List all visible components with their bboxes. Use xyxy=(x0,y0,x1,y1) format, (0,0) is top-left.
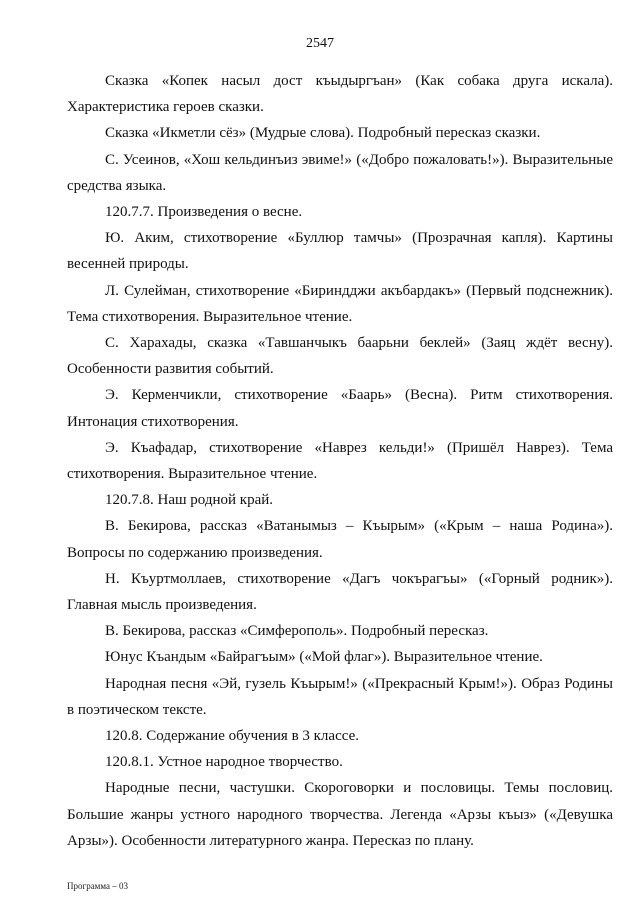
paragraph: Сказка «Копек насыл дост къыдыргъан» (Как собака друга искала). Характеристика героев сказки. xyxy=(67,73,613,116)
page-number: 2547 xyxy=(306,36,334,51)
paragraph: Ю. Аким, стихотворение «Буллюр тамчы» (Прозрачная капля). Картины весенней природы. xyxy=(67,230,613,273)
paragraph: Н. Къуртмоллаев, стихотворение «Дагъ чокърагъы» («Горный родник»). Главная мысль произведения. xyxy=(67,570,613,614)
paragraph: С. Харахады, сказка «Тавшанчыкъ баарьни беклей» (Заяц ждёт весну). Особенности развития событий. xyxy=(67,335,613,378)
section-heading: 120.7.7. Произведения о весне. xyxy=(105,204,303,221)
paragraph: Народная песня «Эй, гузель Къырым!» («Прекрасный Крым!»). Образ Родины в поэтическом тексте. xyxy=(67,675,613,718)
paragraph: Сказка «Икметли сёз» (Мудрые слова). Подробный пересказ сказки. xyxy=(105,125,541,142)
paragraph: Л. Сулейман, стихотворение «Бириндджи акъбардакъ» (Первый подснежник). Тема стихотворения. Выразительное чтение. xyxy=(67,282,613,325)
paragraph: В. Бекирова, рассказ «Ватанымыз – Къырым» («Крым – наша Родина»). Вопросы по содержанию произведения. xyxy=(67,518,613,561)
paragraph: Народные песни, частушки. Скороговорки и пословицы. Темы пословиц. Большие жанры устного народного творчества. Легенда «Арзы къыз» («Девушка Арзы»). Особенности литературного жанра. Пересказ по плану. xyxy=(67,780,613,849)
page-content xyxy=(67,68,613,854)
page-footer: Программа – 03 xyxy=(67,881,129,891)
paragraph: Э. Къафадар, стихотворение «Наврез кельди!» (Пришёл Наврез). Тема стихотворения. Выразительное чтение. xyxy=(67,439,613,483)
section-heading: 120.8.1. Устное народное творчество. xyxy=(105,754,343,771)
paragraph: С. Усеинов, «Хош кельдинъиз эвиме!» («Добро пожаловать!»). Выразительные средства языка. xyxy=(67,151,613,194)
paragraph: Юнус Къандым «Байрагъым» («Мой флаг»). Выразительное чтение. xyxy=(105,649,543,666)
paragraph: Э. Керменчикли, стихотворение «Баарь» (Весна). Ритм стихотворения. Интонация стихотворения. xyxy=(67,387,613,430)
section-heading: 120.7.8. Наш родной край. xyxy=(105,492,274,509)
paragraph: В. Бекирова, рассказ «Симферополь». Подробный пересказ. xyxy=(105,623,489,640)
section-heading: 120.8. Содержание обучения в 3 классе. xyxy=(105,728,359,745)
